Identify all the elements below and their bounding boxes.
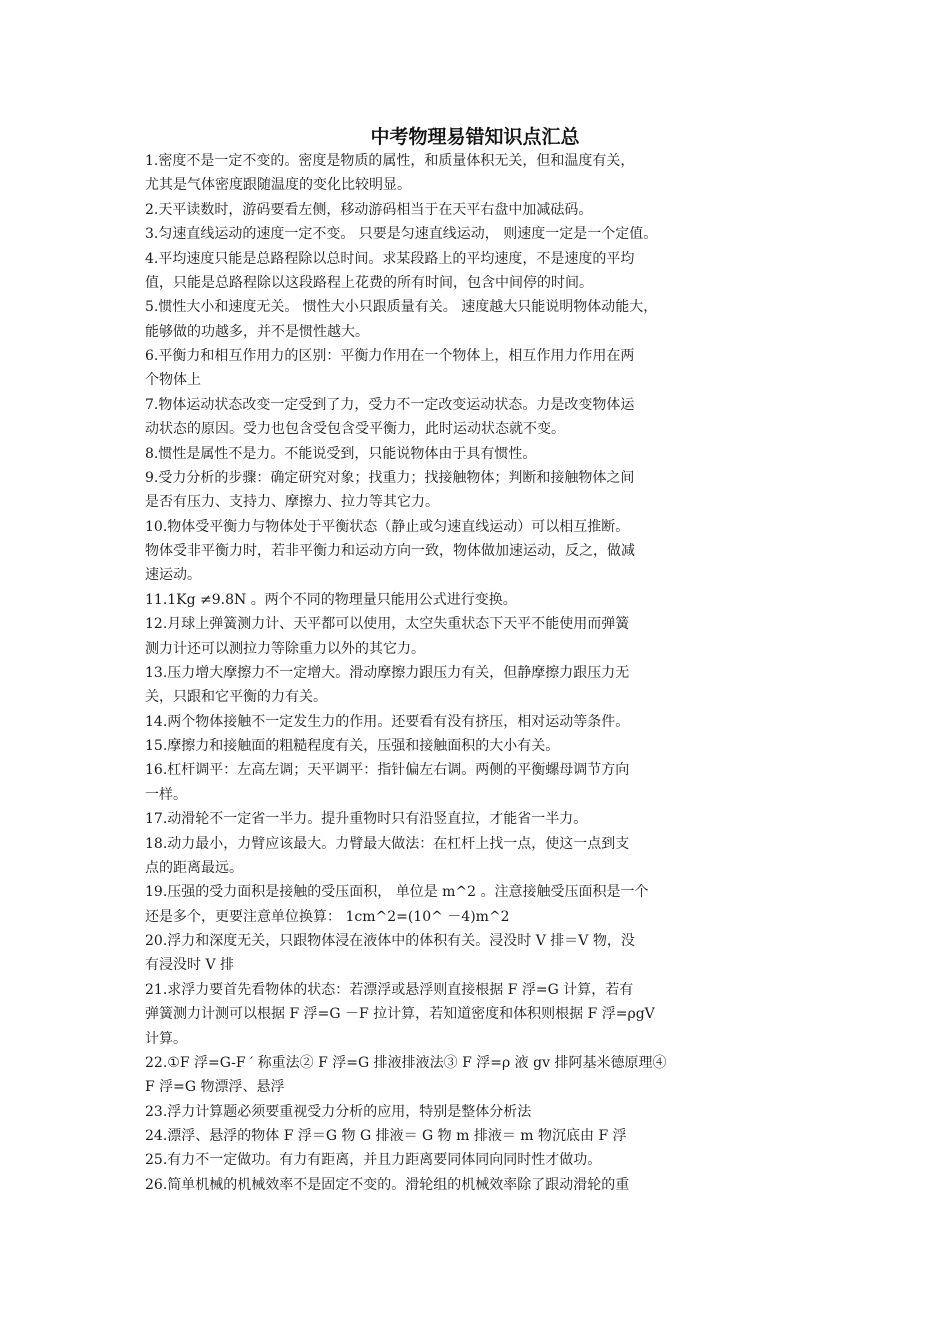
text-line: 物体受非平衡力时，若非平衡力和运动方向一致，物体做加速运动，反之，做减: [145, 543, 635, 559]
text-line: 9.受力分析的步骤：确定研究对象；找重力；找接触物体；判断和接触物体之间: [145, 469, 635, 486]
text-line: 11.1Kg ≠9.8N 。两个不同的物理量只能用公式进行变换。: [145, 591, 517, 608]
text-line: 6.平衡力和相互作用力的区别：平衡力作用在一个物体上，相互作用力作用在两: [145, 348, 635, 364]
text-line: 12.月球上弹簧测力计、天平都可以使用，太空失重状态下天平不能使用而弹簧: [145, 616, 630, 633]
text-line: 7.物体运动状态改变一定受到了力，受力不一定改变运动状态。力是改变物体运: [145, 396, 635, 413]
text-line: 有浸没时 V 排: [145, 957, 235, 974]
text-line: 一样。: [145, 786, 187, 803]
text-line: 3.匀速直线运动的速度一定不变。 只要是匀速直线运动， 则速度一定是一个定值。: [145, 226, 658, 243]
text-line: 15.摩擦力和接触面的粗糙程度有关，压强和接触面积的大小有关。: [145, 738, 560, 754]
text-line: 8.惯性是属性不是力。不能说受到，只能说物体由于具有惯性。: [145, 445, 537, 462]
text-line: 20.浮力和深度无关，只跟物体浸在液体中的体积有关。浸没时 V 排＝V 物，没: [145, 933, 635, 949]
document-body: [145, 149, 750, 1197]
text-line: 是否有压力、支持力、摩擦力、拉力等其它力。: [145, 494, 439, 511]
text-line: 关，只跟和它平衡的力有关。: [145, 689, 327, 706]
text-line: 值，只能是总路程除以这段路程上花费的所有时间，包含中间停的时间。: [145, 274, 593, 291]
text-line: 17.动滑轮不一定省一半力。提升重物时只有沿竖直拉，才能省一半力。: [145, 811, 588, 828]
text-line: 个物体上: [145, 372, 201, 389]
text-line: 22.①F 浮=G-F ′ 称重法② F 浮=G 排液排液法③ F 浮=ρ 液 gv 排阿基米德原理④: [145, 1054, 667, 1071]
text-line: 弹簧测力计测可以根据 F 浮=G －F 拉计算，若知道密度和体积则根据 F 浮=ρgV: [145, 1006, 655, 1023]
text-line: 14.两个物体接触不一定发生力的作用。还要看有没有挤压，相对运动等条件。: [145, 713, 630, 730]
text-line: 点的距离最远。: [145, 859, 243, 876]
text-line: 26.简单机械的机械效率不是固定不变的。滑轮组的机械效率除了跟动滑轮的重: [145, 1176, 630, 1193]
text-line: 10.物体受平衡力与物体处于平衡状态（静止或匀速直线运动）可以相互推断。: [145, 518, 630, 535]
text-line: 4.平均速度只能是总路程除以总时间。求某段路上的平均速度，不是速度的平均: [145, 250, 635, 267]
page-title: 中考物理易错知识点汇总: [370, 126, 580, 148]
text-line: 1.密度不是一定不变的。密度是物质的属性，和质量体积无关，但和温度有关，: [145, 153, 635, 169]
text-line: 13.压力增大摩擦力不一定增大。滑动摩擦力跟压力有关，但静摩擦力跟压力无: [145, 664, 630, 681]
text-line: F 浮=G 物漂浮、悬浮: [145, 1079, 285, 1096]
text-line: 19.压强的受力面积是接触的受压面积， 单位是 m^2 。注意接触受压面积是一个: [145, 884, 649, 901]
text-line: 能够做的功越多，并不是惯性越大。: [145, 323, 369, 340]
text-line: 动状态的原因。受力也包含受包含受平衡力，此时运动状态就不变。: [145, 421, 565, 438]
text-line: 18.动力最小，力臂应该最大。力臂最大做法：在杠杆上找一点，使这一点到支: [145, 835, 630, 852]
text-line: 5.惯性大小和速度无关。 惯性大小只跟质量有关。 速度越大只能说明物体动能大，: [145, 299, 658, 316]
text-line: 还是多个，更要注意单位换算： 1cm^2=(10^ －4)m^2: [145, 908, 510, 925]
text-line: 25.有力不一定做功。有力有距离，并且力距离要同体同向同时性才做功。: [145, 1152, 602, 1169]
text-line: 16.杠杆调平：左高左调；天平调平：指针偏左右调。两侧的平衡螺母调节方向: [145, 762, 630, 779]
text-line: 24.漂浮、悬浮的物体 F 浮＝G 物 G 排液＝ G 物 m 排液＝ m 物沉底由 F 浮: [145, 1128, 627, 1144]
text-line: 2.天平读数时，游码要看左侧，移动游码相当于在天平右盘中加减砝码。: [145, 201, 593, 218]
text-line: 计算。: [145, 1030, 187, 1047]
text-line: 速运动。: [145, 567, 201, 584]
text-line: 测力计还可以测拉力等除重力以外的其它力。: [145, 640, 425, 657]
text-line: 尤其是气体密度跟随温度的变化比较明显。: [145, 177, 411, 194]
text-line: 21.求浮力要首先看物体的状态：若漂浮或悬浮则直接根据 F 浮=G 计算，若有: [145, 981, 634, 998]
text-line: 23.浮力计算题必须要重视受力分析的应用，特别是整体分析法: [145, 1103, 532, 1120]
